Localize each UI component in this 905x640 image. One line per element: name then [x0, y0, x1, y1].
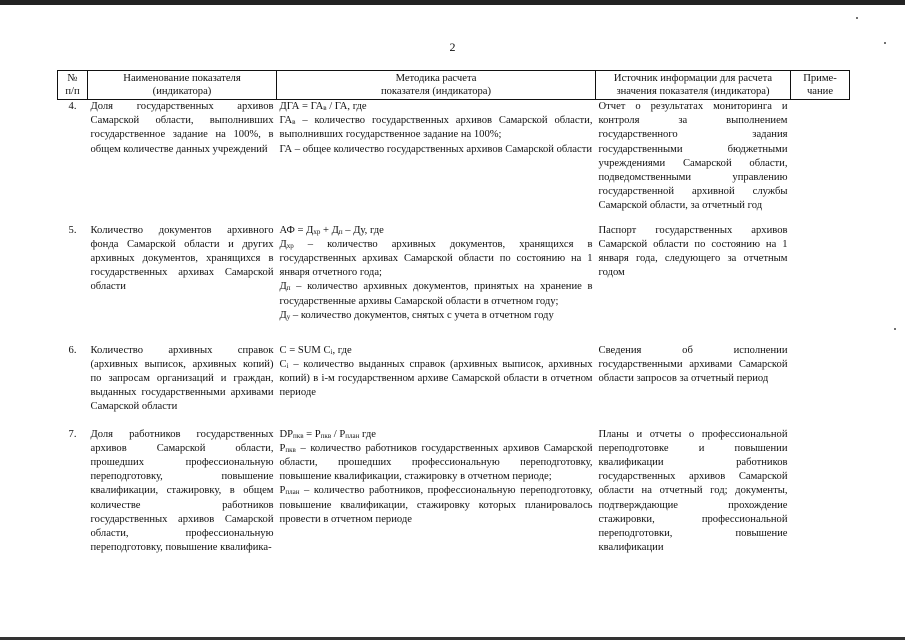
- scan-speck: [856, 17, 858, 19]
- row-method: С = SUM Сi, где Сi – количество выданных справок (архивных выписок, архивных копий) в i-м государственном архиве Самарской области в отчетном периоде: [279, 344, 593, 399]
- table-row: [58, 224, 850, 344]
- row-name: Количество архивных справок (архивных выписок, архивных копий) по запросам организаций и граждан, выданных государственными архивами Самарской области: [90, 344, 274, 413]
- header-name: Наименование показателя (индикатора): [88, 71, 277, 100]
- header-source: Источник информации для расчета значения показателя (индикатора): [596, 71, 791, 100]
- row-num: 4.: [68, 101, 77, 112]
- row-name: Доля работников государственных архивов Самарской области, прошедших профессиональную переподготовку, повышение квалификации, стажировку, в общем количестве работников государственных архивов Самарской области, профессиональную переподготовку, повышение квалифика-: [90, 428, 274, 554]
- table-row: [58, 428, 850, 556]
- row-source: Сведения об исполнении государственными архивами Самарской области запросов за отчетный период: [598, 344, 788, 384]
- indicators-table: [57, 70, 850, 555]
- row-method: DPпкв = Pпкв / Pплан где Pпкв – количество работников государственных архивов Самарской области, прошедших профессиональную переподготовку, повышение квалификации, стажировку в отчетном периоде; Pплан – количество работников, профессиональную переподготовку, повышение квалификации, стажировку которых планировалось провести в отчетном периоде: [279, 428, 593, 525]
- row-method: ДГА = ГАв / ГА, где ГАв – количество государственных архивов Самарской области, выполнивших государственное задание на 100%; ГА – общее количество государственных архивов Самарской области: [279, 101, 593, 155]
- row-num: 6.: [68, 344, 77, 356]
- table-row: [58, 344, 850, 428]
- row-source: Отчет о результатах мониторинга и контроля за выполнением государственного задания государственными бюджетными учреждениями Самарской области, подведомственными управлению государственной архивной службы Самарской области, за отчетный год: [598, 101, 788, 212]
- table-row: [58, 100, 850, 224]
- row-note: [791, 344, 850, 428]
- table-header-row: [58, 71, 850, 100]
- row-name: Количество документов архивного фонда Самарской области и других архивных документов, хранящихся в государственных архивах Самарской области: [90, 224, 274, 293]
- row-note: [791, 224, 850, 344]
- row-note: [791, 100, 850, 224]
- row-num: 5.: [68, 224, 77, 236]
- header-note: Приме- чание: [791, 71, 850, 100]
- row-note: [791, 428, 850, 556]
- page-number: 2: [449, 40, 456, 54]
- row-source: Планы и отчеты о профессиональной переподготовке и повышении квалификации работников государственных архивов Самарской области на отчетный год; документы, подтверждающие прохождение стажировки, профессиональной переподготовки, повышение квалификации: [598, 428, 788, 554]
- row-num: 7.: [68, 428, 77, 440]
- row-name: Доля государственных архивов Самарской области, выполнивших государственное задание на 100%, в общем количестве данных учреждений: [90, 101, 274, 155]
- row-source: Паспорт государственных архивов Самарской области по состоянию на 1 января года, следующего за отчетным годом: [598, 224, 788, 279]
- header-num: № п/п: [58, 71, 88, 100]
- row-method: АФ = Дхр + Дп – Ду, где Дхр – количество архивных документов, хранящихся в государственных архивах Самарской области по состоянию на 1 января отчетного года; Дп – количество архивных документов, принятых на хранение в государственные архивы Самарской области в отчетном году; Ду – количество документов, снятых с учета в отчетном году: [279, 224, 593, 321]
- scan-edge-top: [0, 0, 905, 5]
- header-method: Методика расчета показателя (индикатора): [277, 71, 596, 100]
- scan-speck: [894, 328, 896, 330]
